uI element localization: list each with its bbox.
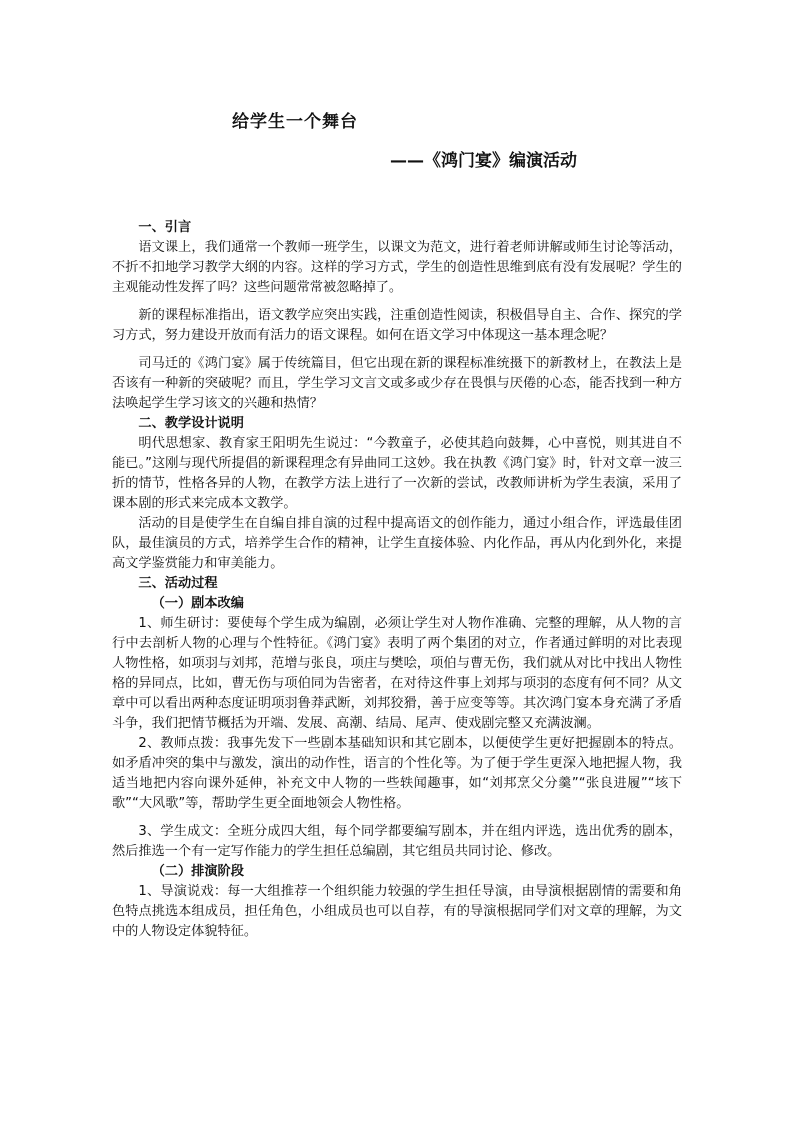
document-subtitle: ——《鸿门宴》编演活动 [390, 151, 577, 171]
paragraph: 1、导演说戏：每一大组推荐一个组织能力较强的学生担任导演，由导演根据剧情的需要和角色特点挑选本组成员，担任角色，小组成员也可以自荐，有的导演根据同学们对文章的理解，为文中的人物设定体貌特征。 [112, 884, 682, 939]
section-heading-design: 二、教学设计说明 [138, 416, 244, 431]
paragraph: 语文课上，我们通常一个教师一班学生，以课文为范文，进行着老师讲解或师生讨论等活动，不折不扣地学习教学大纲的内容。这样的学习方式，学生的创造性思维到底有没有发展呢？学生的主观能动性发挥了吗？这些问题常常被忽略掉了。 [112, 240, 682, 295]
paragraph: 新的课程标准指出，语文教学应突出实践，注重创造性阅读，积极倡导自主、合作、探究的学习方式，努力建设开放而有活力的语文课程。如何在语文学习中体现这一基本理念呢？ [112, 308, 682, 343]
subsection-heading-script: （一）剧本改编 [151, 596, 244, 611]
paragraph: 活动的目是使学生在自编自排自演的过程中提高语文的创作能力，通过小组合作，评选最佳团队，最佳演员的方式，培养学生合作的精神，让学生直接体验、内化作品，再从内化到外化，来提高文学鉴赏能力和审美能力。 [112, 516, 682, 571]
subsection-heading-rehearsal: （二）排演阶段 [151, 864, 244, 879]
paragraph: 明代思想家、教育家王阳明先生说过：“今教童子，必使其趋向鼓舞，心中喜悦，则其进自不能已。”这刚与现代所提倡的新课程理念有异曲同工这妙。我在执教《鸿门宴》时，针对文章一波三折的情节，性格各异的人物，在教学方法上进行了一次新的尝试，改教师讲析为学生表演，采用了课本剧的形式来完成本文教学。 [112, 436, 682, 511]
paragraph: 3、学生成文：全班分成四大组，每个同学都要编写剧本，并在组内评选，选出优秀的剧本，然后推选一个有一定写作能力的学生担任总编剧，其它组员共同讨论、修改。 [112, 824, 682, 859]
paragraph: 1、师生研讨：要使每个学生成为编剧，必须让学生对人物作准确、完整的理解，从人物的言行中去剖析人物的心理与个性特征。《鸿门宴》表明了两个集团的对立，作者通过鲜明的对比表现人物性格，如项羽与刘邦，范增与张良，项庄与樊哙，项伯与曹无伤，我们就从对比中找出人物性格的异同点，比如，曹无伤与项伯同为告密者，在对待这件事上刘邦与项羽的态度有何不同？从文章中可以看出两种态度证明项羽鲁莽武断，刘邦狡猾，善于应变等等。其次鸿门宴本身充满了矛盾斗争，我们把情节概括为开端、发展、高潮、结局、尾声、使戏剧完整又充满波澜。 [112, 616, 682, 731]
document-body [112, 218, 682, 942]
document-title: 给学生一个舞台 [232, 112, 358, 132]
section-heading-process: 三、活动过程 [138, 576, 218, 591]
paragraph: 2、教师点拨：我事先发下一些剧本基础知识和其它剧本，以便使学生更好把握剧本的特点。如矛盾冲突的集中与激发，演出的动作性，语言的个性化等。为了便于学生更深入地把握人物，我适当地把内容向课外延伸，补充文中人物的一些轶闻趣事，如“刘邦烹父分羹”“张良进履”“垓下歌”“大风歌”等，帮助学生更全面地领会人物性格。 [112, 736, 682, 811]
section-heading-intro: 一、引言 [138, 220, 192, 235]
paragraph: 司马迁的《鸿门宴》属于传统篇目，但它出现在新的课程标准统摄下的新教材上，在教法上是否该有一种新的突破呢？而且，学生学习文言文或多或少存在畏惧与厌倦的心态，能否找到一种方法唤起学生学习该文的兴趣和热情？ [112, 356, 682, 411]
